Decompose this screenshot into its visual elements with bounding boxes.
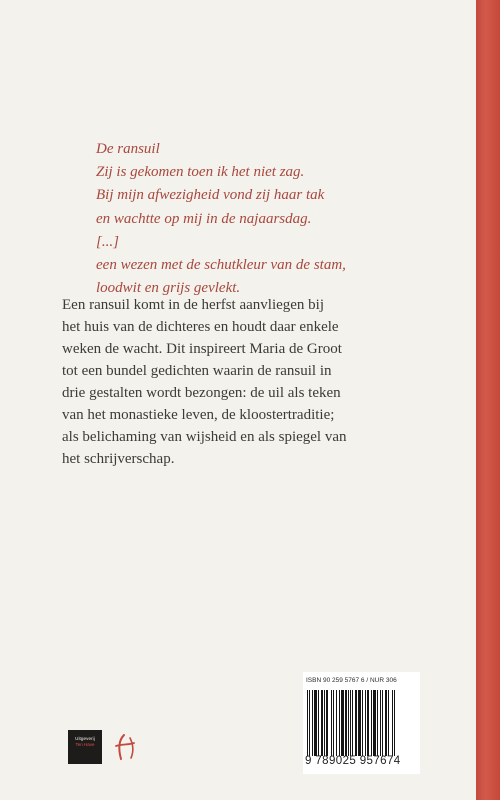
back-cover-blurb bbox=[62, 294, 462, 470]
blurb-line: het huis van de dichteres en houdt daar enkele bbox=[62, 319, 339, 335]
blurb-line: Een ransuil komt in de herfst aanvliegen bij bbox=[62, 297, 325, 313]
blurb-line: tot een bundel gedichten waarin de ransuil in bbox=[62, 363, 332, 379]
barcode-bars bbox=[307, 690, 415, 756]
poem-line: een wezen met de schutkleur van de stam, bbox=[96, 257, 346, 274]
publisher-logo-line2: Ten Have bbox=[75, 742, 95, 747]
poem-excerpt bbox=[96, 138, 456, 300]
poem-line: Bij mijn afwezigheid vond zij haar tak bbox=[96, 187, 325, 204]
publisher-logo-line1: Uitgeverij bbox=[75, 736, 95, 741]
spine-stripe bbox=[476, 0, 500, 800]
isbn-nur-text: ISBN 90 259 5767 6 / NUR 306 bbox=[306, 677, 397, 684]
poem-title: De ransuil bbox=[96, 141, 160, 157]
barcode-label bbox=[303, 672, 420, 774]
publisher-logo bbox=[68, 730, 102, 764]
poem-line: loodwit en grijs gevlekt. bbox=[96, 280, 241, 297]
poem-line: en wachtte op mij in de najaarsdag. bbox=[96, 210, 312, 227]
blurb-line: drie gestalten wordt bezongen: de uil als teken bbox=[62, 385, 341, 401]
poem-line: Zij is gekomen toen ik het niet zag. bbox=[96, 164, 305, 181]
barcode-number: 9 789025 957674 bbox=[305, 755, 401, 767]
imprint-mark-icon bbox=[112, 732, 138, 762]
blurb-line: als belichaming van wijsheid en als spiegel van bbox=[62, 429, 347, 445]
blurb-line: het schrijverschap. bbox=[62, 451, 175, 467]
blurb-line: van het monastieke leven, de kloostertraditie; bbox=[62, 407, 335, 423]
poem-ellipsis: [...] bbox=[96, 233, 119, 250]
blurb-line: weken de wacht. Dit inspireert Maria de Groot bbox=[62, 341, 342, 357]
